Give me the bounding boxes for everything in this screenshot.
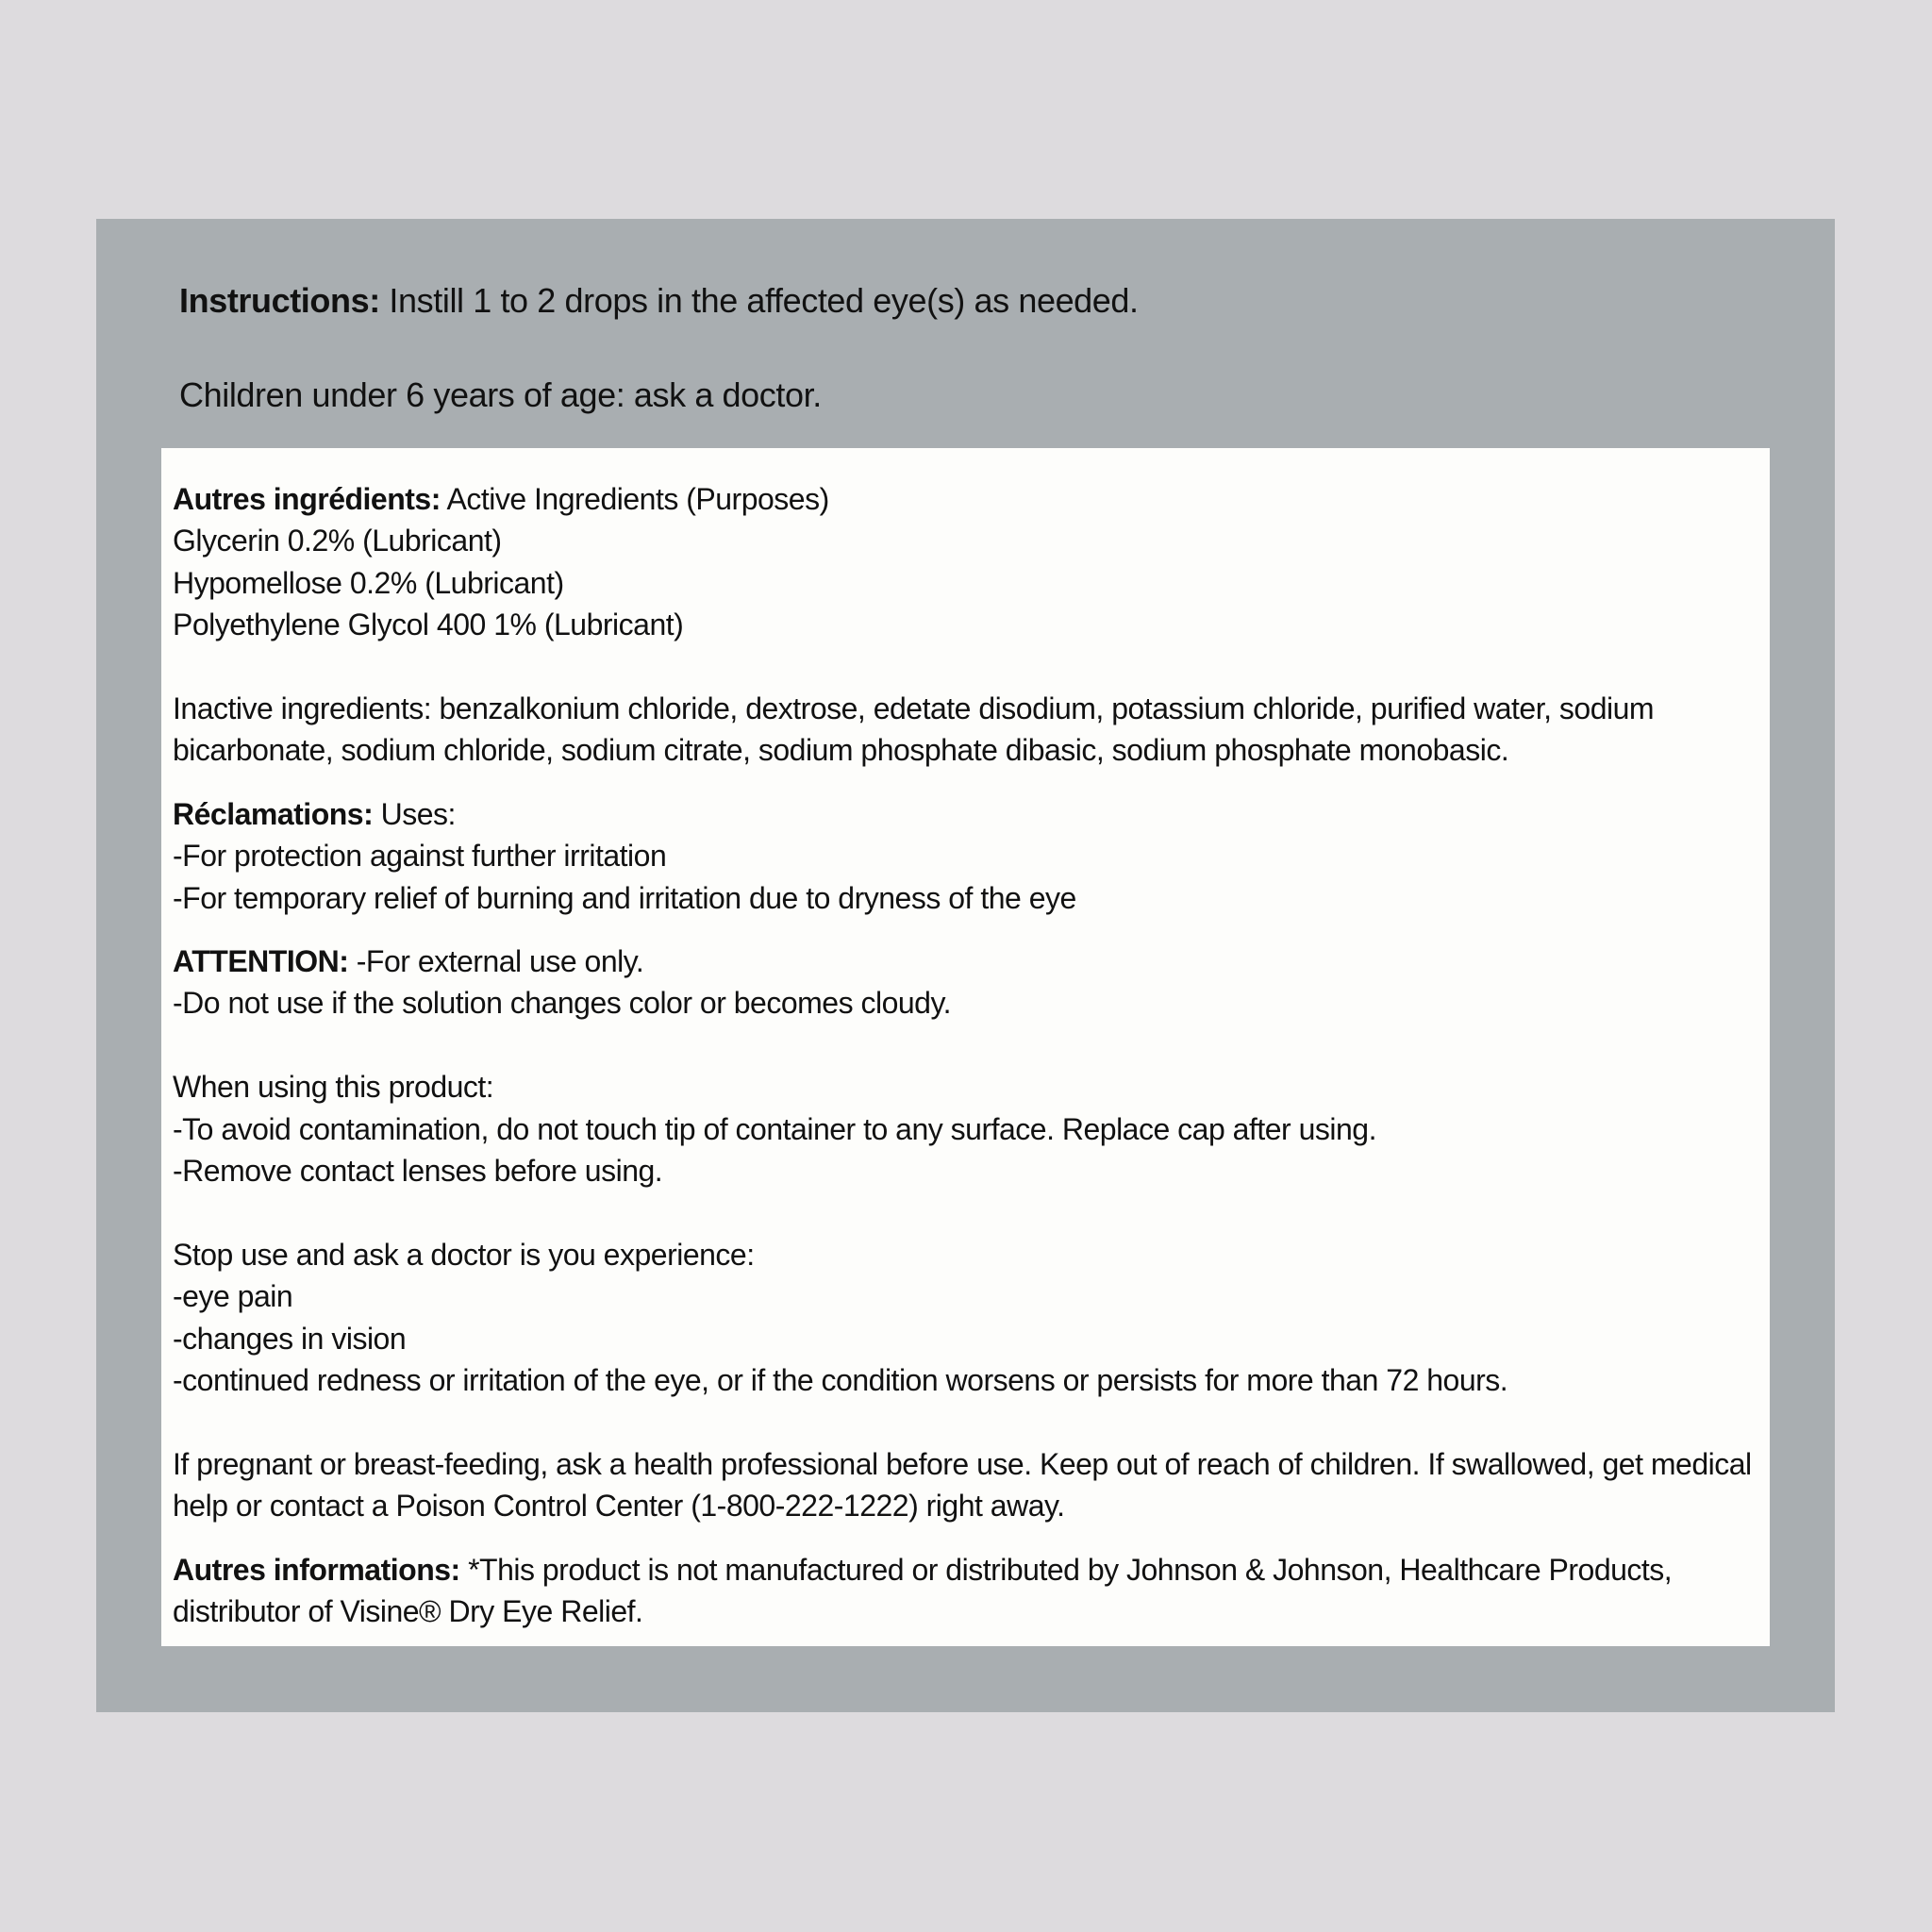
attention-heading [173, 941, 1753, 982]
claim-item: -For temporary relief of burning and irritation due to dryness of the eye [173, 880, 1076, 915]
claims-label: Réclamations: [173, 796, 374, 831]
other-info-text: *This product is not manufactured or distributed by Johnson & Johnson, Healthcare Products, distributor of Visine® Dry Eye Relief. [173, 1552, 1673, 1629]
attention-item: -Do not use if the solution changes color or becomes cloudy. [173, 986, 951, 1021]
children-warning: Children under 6 years of age: ask a doctor. [179, 375, 822, 414]
instructions-text: Instill 1 to 2 drops in the affected eye(s) as needed. [379, 281, 1139, 320]
pregnancy-warning: If pregnant or breast-feeding, ask a health professional before use. Keep out of reach of children. If swallowed, get medical help or contact a Poison Control Center (1-800-222-1222) right away. [173, 1446, 1752, 1524]
label-panel [96, 219, 1835, 1712]
ingredients-heading-text: Active Ingredients (Purposes) [440, 482, 829, 516]
stop-use-item: -eye pain [173, 1279, 293, 1314]
when-using-heading: When using this product: [173, 1070, 494, 1105]
when-using-item: -Remove contact lenses before using. [173, 1154, 663, 1189]
inactive-ingredients: Inactive ingredients: benzalkonium chloride, dextrose, edetate disodium, potassium chloride, purified water, sodium bicarbonate, sodium chloride, sodium citrate, sodium phosphate dibasic, sodium phosphate monobasic. [173, 691, 1655, 768]
attention-label: ATTENTION: [173, 944, 349, 979]
attention-first-text: -For external use only. [348, 944, 644, 979]
ingredients-heading [173, 478, 1753, 520]
stop-use-heading: Stop use and ask a doctor is you experience: [173, 1237, 755, 1272]
when-using-item: -To avoid contamination, do not touch tip of container to any surface. Replace cap after using. [173, 1111, 1376, 1146]
active-ingredient: Glycerin 0.2% (Lubricant) [173, 524, 502, 558]
other-info-label: Autres informations: [173, 1552, 460, 1587]
stop-use-item: -continued redness or irritation of the eye, or if the condition worsens or persists for more than 72 hours. [173, 1363, 1508, 1398]
info-card [161, 448, 1770, 1646]
active-ingredient: Polyethylene Glycol 400 1% (Lubricant) [173, 608, 684, 642]
ingredients-label: Autres ingrédients: [173, 482, 441, 516]
active-ingredient: Hypomellose 0.2% (Lubricant) [173, 565, 564, 600]
stop-use-item: -changes in vision [173, 1321, 407, 1356]
card-content [173, 478, 1753, 1633]
claims-heading-text: Uses: [373, 796, 456, 831]
claim-item: -For protection against further irritation [173, 839, 667, 874]
claims-heading [173, 793, 1753, 835]
instructions-line [179, 281, 1745, 321]
other-info [173, 1549, 1753, 1633]
instructions-section [179, 281, 1745, 415]
instructions-label: Instructions: [179, 281, 380, 320]
